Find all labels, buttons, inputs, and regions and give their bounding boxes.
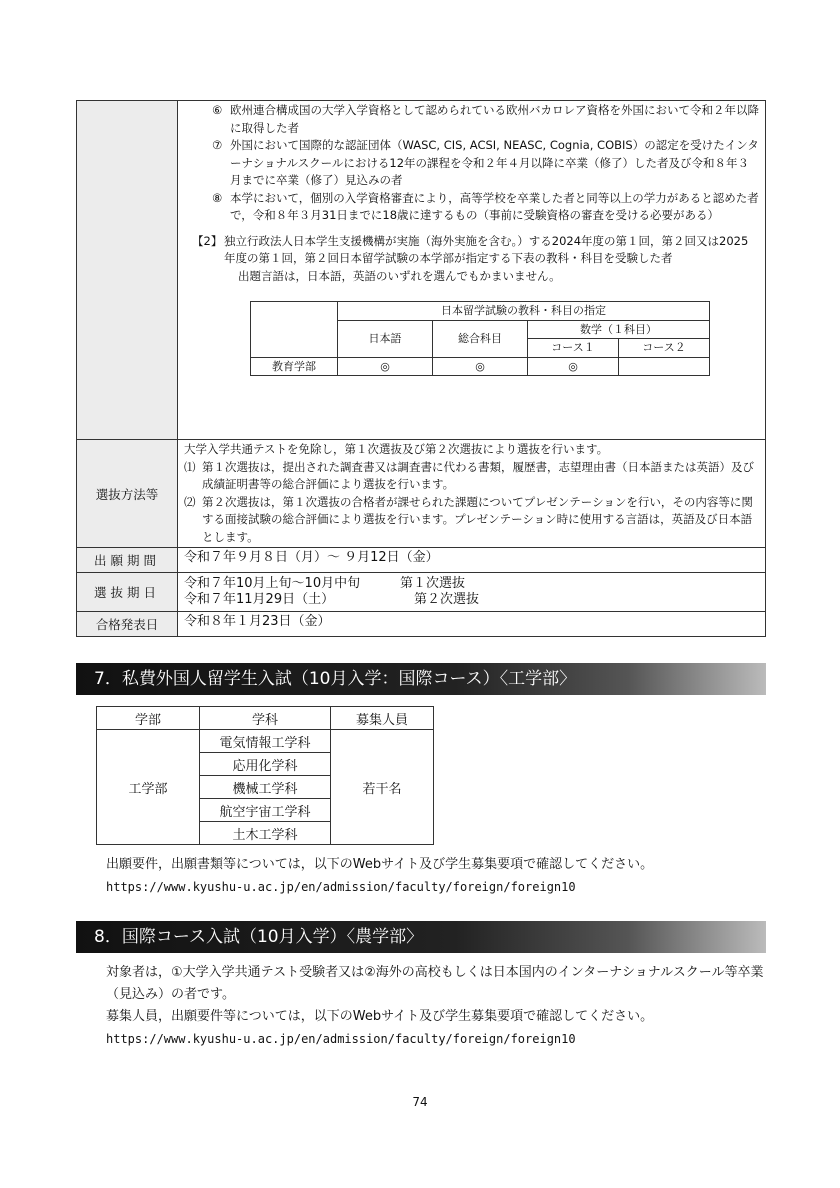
exam-dates-content [178, 573, 766, 612]
header-quota: 募集人員 [331, 707, 434, 730]
selection-intro: 大学入学共通テストを免除し，第１次選抜及び第２次選抜により選抜を行います。 [184, 442, 609, 456]
eju-col-math: 数学（１科目） [528, 320, 710, 339]
language-note: 出題言語は，日本語，英語のいずれを選んでもかまいません。 [238, 268, 561, 283]
faculty-cell: 工学部 [97, 730, 200, 845]
eju-subject-table [250, 301, 710, 376]
section-8-note: 募集人員，出願要件等については，以下のWebサイト及び学生募集要項で確認してください。 [106, 1009, 654, 1024]
eju-col-course1: コース１ [528, 339, 619, 358]
header-faculty: 学部 [97, 707, 200, 730]
qualification-item-7: ⑦ 外国において国際的な認証団体（WASC, CIS, ACSI, NEASC, Cognia, COBIS）の認定を受けたインターナショナルスクールにおける12年の課程を令和２年４月以降に卒業（修了）した者及び令和８年３月までに卒業（修了）見込みの者 [212, 138, 759, 187]
eju-col-general: 総合科目 [433, 320, 528, 357]
section-7-note: 出願要件，出願書類等については，以下のWebサイト及び学生募集要項で確認してください。 https://www.kyushu-u.ac.jp/en/admission/faculty/foreign/foreign10 [106, 854, 653, 898]
department-item: 機械工学科 [200, 776, 331, 799]
selection-item-2: ⑵ 第２次選抜は，第１次選抜の合格者が課せられた課題についてプレゼンテーションを行い，その内容等に関する面接試験の総合評価により選抜を行います。プレゼンテーション時に使用する言語は，英語及び日本語とします。 [184, 494, 753, 544]
eju-blank-corner [251, 302, 338, 358]
qualification-sub-2: 【2】 独立行政法人日本学生支援機構が実施（海外実施を含む。）する2024年度の第１回，第２回又は2025年度の第１回，第２回日本留学試験の本学部が指定する下表の教科・科目を受験した者 [192, 233, 749, 265]
section-7-url-link[interactable]: https://www.kyushu-u.ac.jp/en/admission/faculty/foreign/foreign10 [106, 880, 576, 894]
admission-info-table [76, 100, 766, 637]
exam-dates-row [77, 573, 766, 612]
section-8-heading: 8．国際コース入試（10月入学）〈農学部〉 [76, 921, 766, 953]
qualification-label-cell [77, 101, 178, 440]
eju-val-course2 [619, 357, 710, 376]
qualification-item-6: ⑥ 欧州連合構成国の大学入学資格として認められている欧州バカロレア資格を外国において令和２年以降に取得した者 [212, 103, 759, 135]
department-item: 航空宇宙工学科 [200, 799, 331, 822]
eju-table-title: 日本留学試験の教科・科目の指定 [338, 302, 710, 321]
eju-col-japanese: 日本語 [338, 320, 433, 357]
exam-dates-label: 選抜期日 [77, 573, 178, 612]
application-label: 出願期間 [77, 548, 178, 573]
qualification-row [77, 101, 766, 440]
application-period: 令和７年９月８日（月）～ ９月12日（金） [178, 548, 766, 573]
application-row [77, 548, 766, 573]
eju-val-japanese: ◎ [338, 357, 433, 376]
announcement-date: 令和８年１月23日（金） [178, 612, 766, 637]
department-table [96, 706, 434, 845]
department-item: 土木工学科 [200, 822, 331, 845]
header-department: 学科 [200, 707, 331, 730]
selection-row [77, 440, 766, 548]
selection-label: 選抜方法等 [77, 440, 178, 548]
announcement-row [77, 612, 766, 637]
section-8-target: 対象者は，①大学入学共通テスト受験者又は②海外の高校もしくは日本国内のインターナショナルスクール等卒業（見込み）の者です。 [106, 965, 764, 1002]
eju-row-label: 教育学部 [251, 357, 338, 376]
section-8-body [92, 962, 772, 1050]
qualification-item-8: ⑧ 本学において，個別の入学資格審査により，高等学校を卒業した者と同等以上の学力があると認めた者で，令和８年３月31日までに18歳に達するもの（事前に受験資格の審査を受ける必要がある） [212, 190, 759, 222]
exam-date-line-1: 令和７年10月上旬～10月中旬 第１次選抜 [184, 576, 466, 591]
department-item: 電気情報工学科 [200, 730, 331, 753]
section-7-heading: 7．私費外国人留学生入試（10月入学：国際コース）〈工学部〉 [76, 663, 766, 695]
eju-val-general: ◎ [433, 357, 528, 376]
selection-item-1: ⑴ 第１次選抜は，提出された調査書又は調査書に代わる書類，履歴書，志望理由書（日本語または英語）及び成績証明書等の総合評価により選抜を行います。 [184, 459, 754, 491]
section-8-url-link[interactable]: https://www.kyushu-u.ac.jp/en/admission/faculty/foreign/foreign10 [106, 1032, 576, 1046]
selection-content [178, 440, 766, 548]
qualification-content [178, 101, 766, 440]
quota-cell: 若干名 [331, 730, 434, 845]
exam-date-line-2: 令和７年11月29日（土） 第２次選抜 [184, 592, 480, 607]
page-number: 74 [412, 1095, 428, 1109]
eju-col-course2: コース２ [619, 339, 710, 358]
eju-val-course1: ◎ [528, 357, 619, 376]
department-item: 応用化学科 [200, 753, 331, 776]
announcement-label: 合格発表日 [77, 612, 178, 637]
